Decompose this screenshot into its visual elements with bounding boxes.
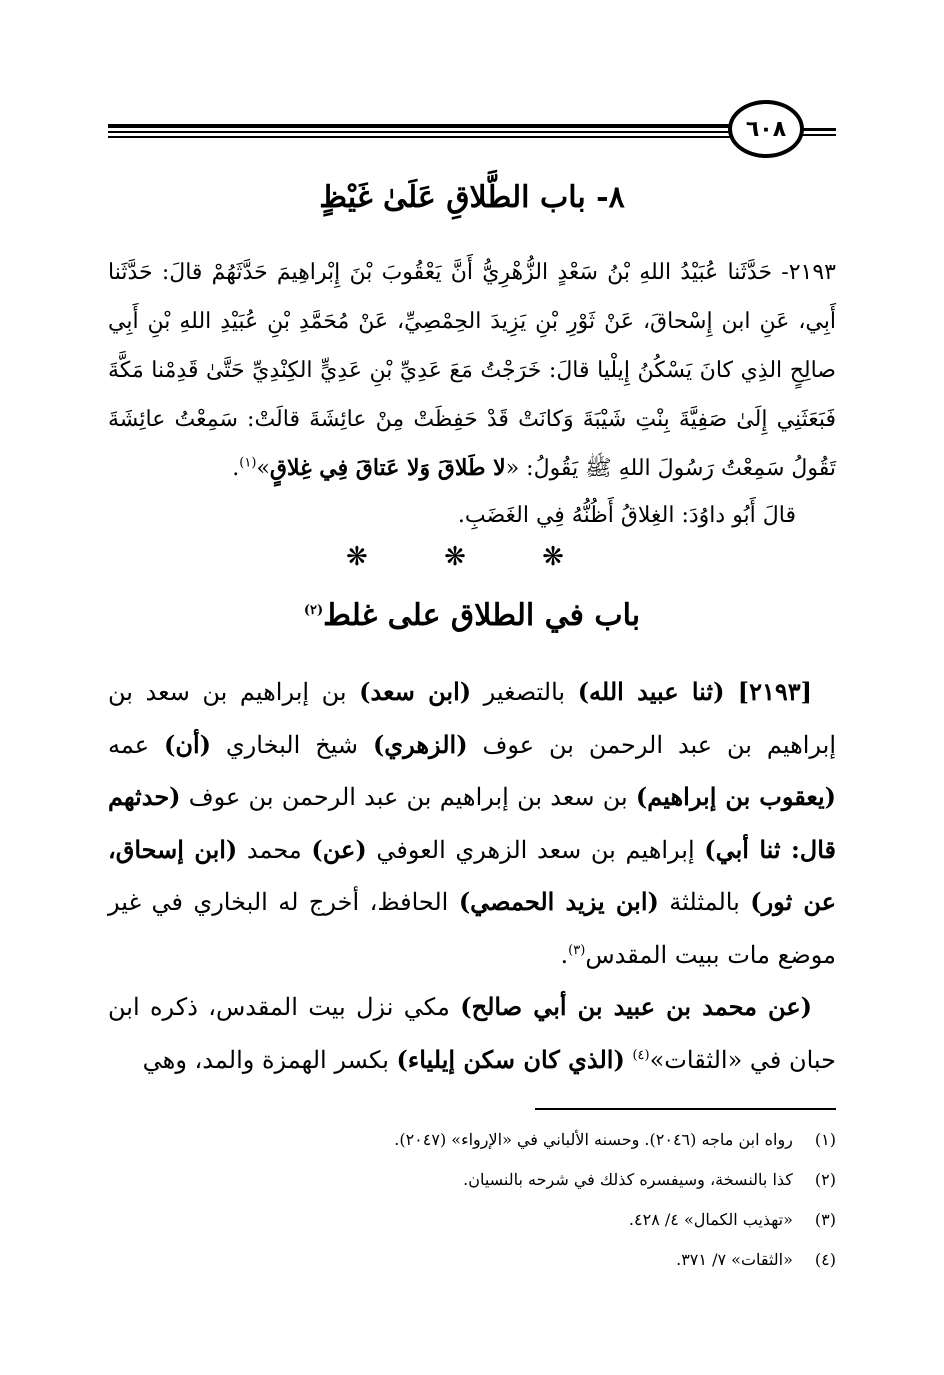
chapter-title: ٨- باب الطَّلاقِ عَلَىٰ غَيْظٍ <box>319 180 625 215</box>
sharh-text-run: إبراهيم بن سعد الزهري العوفي <box>366 835 705 864</box>
footnote-2 <box>108 1160 836 1200</box>
sharh-text-run: بكسر الهمزة والمد، وهي <box>142 1045 397 1074</box>
sharh-bold: (الزهري) <box>372 729 468 759</box>
hadith-text <box>108 248 836 493</box>
footnote-4 <box>108 1240 836 1280</box>
page-number-badge <box>728 100 804 158</box>
page-number: ٦٠٨ <box>745 116 787 142</box>
sharh-bold: [٢١٩٣] (ثنا عبيد الله) <box>577 677 813 706</box>
footnote-1 <box>108 1120 836 1160</box>
sharh-bold: (الذي كان سكن إيلياء) <box>396 1044 625 1074</box>
footnote-ref-1[interactable]: (١) <box>239 455 257 471</box>
footnote-text: كذا بالنسخة، وسيفسره كذلك في شرحه بالنسيان. <box>463 1170 793 1189</box>
sharh-text-run: بالتصغير <box>471 678 578 706</box>
sharh-bold: (أن) <box>163 729 211 759</box>
header-rule <box>108 124 730 138</box>
sharh-bold: (ابن إسحاق، عن ثور) <box>108 834 837 916</box>
hadith-end: . <box>232 456 240 481</box>
footnote-ref-4[interactable]: (٤) <box>632 1047 650 1063</box>
footnote-text: «تهذيب الكمال» ٤/ ٤٢٨. <box>628 1210 793 1229</box>
sharh-paragraph-1 <box>108 666 836 981</box>
sharh-bold: (ابن سعد) <box>359 677 472 706</box>
hadith-body: ٢١٩٣- حَدَّثَنا عُبَيْدُ اللهِ بْنُ سَعْدٍ الزُّهْرِيُّ أَنَّ يَعْقُوبَ بْنَ إِبْراهِيمَ حَدَّثَهُمْ قالَ: حَدَّثَنا أَبِي، عَنِ ابن إِسْحاقَ، عَنْ ثَوْرِ بْنِ يَزِيدَ الحِمْصِيِّ، عَنْ مُحَمَّدِ بْنِ عُبَيْدِ اللهِ بْنِ أَبِي صالِحٍ الذِي كانَ يَسْكُنُ إِيلْيا قالَ: خَرَجْتُ مَعَ عَدِيِّ بْنِ عَدِيٍّ الكِنْدِيِّ حَتَّىٰ قَدِمْنا مَكَّةَ فَبَعَثَنِي إِلَىٰ صَفِيَّةَ بِنْتِ شَيْبَةَ وَكانَتْ قَدْ حَفِظَتْ مِنْ عائِشَةَ قالَتْ: سَمِعْتُ عائِشَةَ تَقُولُ سَمِعْتُ رَسُولَ اللهِ ﷺ يَقُولُ: « <box>108 260 836 481</box>
sharh-bold: (عن محمد بن عبيد بن أبي صالح) <box>460 992 813 1021</box>
sharh-bold: (عن) <box>311 834 367 864</box>
sharh-text-run: بن سعد بن إبراهيم بن عبد الرحمن بن عوف <box>180 783 636 811</box>
footnote-3 <box>108 1200 836 1240</box>
sharh-text-run: محمد <box>237 835 312 864</box>
sharh-title <box>108 598 836 633</box>
section-separator: ❋ ❋ ❋ <box>346 542 598 572</box>
footnote-number: (١) <box>814 1130 836 1149</box>
footnote-divider <box>535 1108 836 1110</box>
sharh-title-text: باب في الطلاق على غلط <box>323 598 641 633</box>
footnote-number: (٤) <box>814 1250 836 1269</box>
hadith-quote-close: » <box>256 456 270 481</box>
sharh-text-run: بالمثلثة <box>658 888 751 916</box>
sharh-bold: (حدثهم قال: ثنا أبي) <box>108 782 837 864</box>
sharh-text-run: عمه <box>108 730 164 759</box>
header-rule-right <box>800 124 836 138</box>
footnotes <box>108 1120 836 1280</box>
sharh-text-run: مكي نزل بيت المقدس، ذكره ابن حبان في «الثقات» <box>108 993 836 1074</box>
footnote-number: (٣) <box>814 1210 836 1229</box>
sharh-text-run: بن إبراهيم بن سعد بن إبراهيم بن عبد الرحمن بن عوف <box>108 678 836 759</box>
footnote-text: «الثقات» ٧/ ٣٧١. <box>676 1250 793 1269</box>
sharh-text-run: الحافظ، أخرج له البخاري في غير موضع مات ببيت المقدس <box>108 888 836 969</box>
hadith-matn: لا طَلاقَ وَلا عَتاقَ فِي غِلاقٍ <box>269 455 506 481</box>
sharh-text-run: شيخ البخاري <box>210 730 373 759</box>
abu-dawud-note: قالَ أَبُو داوُدَ: الغِلاقُ أَظُنُّهُ فِي الغَضَبِ. <box>457 503 796 528</box>
sharh-text-run: . <box>560 940 569 969</box>
sharh-bold: (ابن يزيد الحمصي) <box>458 887 659 916</box>
footnote-text: رواه ابن ماجه (٢٠٤٦). وحسنه الألباني في «الإرواء» (٢٠٤٧). <box>394 1130 793 1149</box>
footnote-ref-3[interactable]: (٣) <box>568 942 586 958</box>
footnote-ref-2[interactable]: (٢) <box>303 603 324 618</box>
sharh-bold: (يعقوب بن إبراهيم) <box>635 782 836 811</box>
sharh-paragraph-2 <box>108 981 836 1086</box>
sharh-text <box>108 666 836 1086</box>
footnote-number: (٢) <box>814 1170 836 1189</box>
